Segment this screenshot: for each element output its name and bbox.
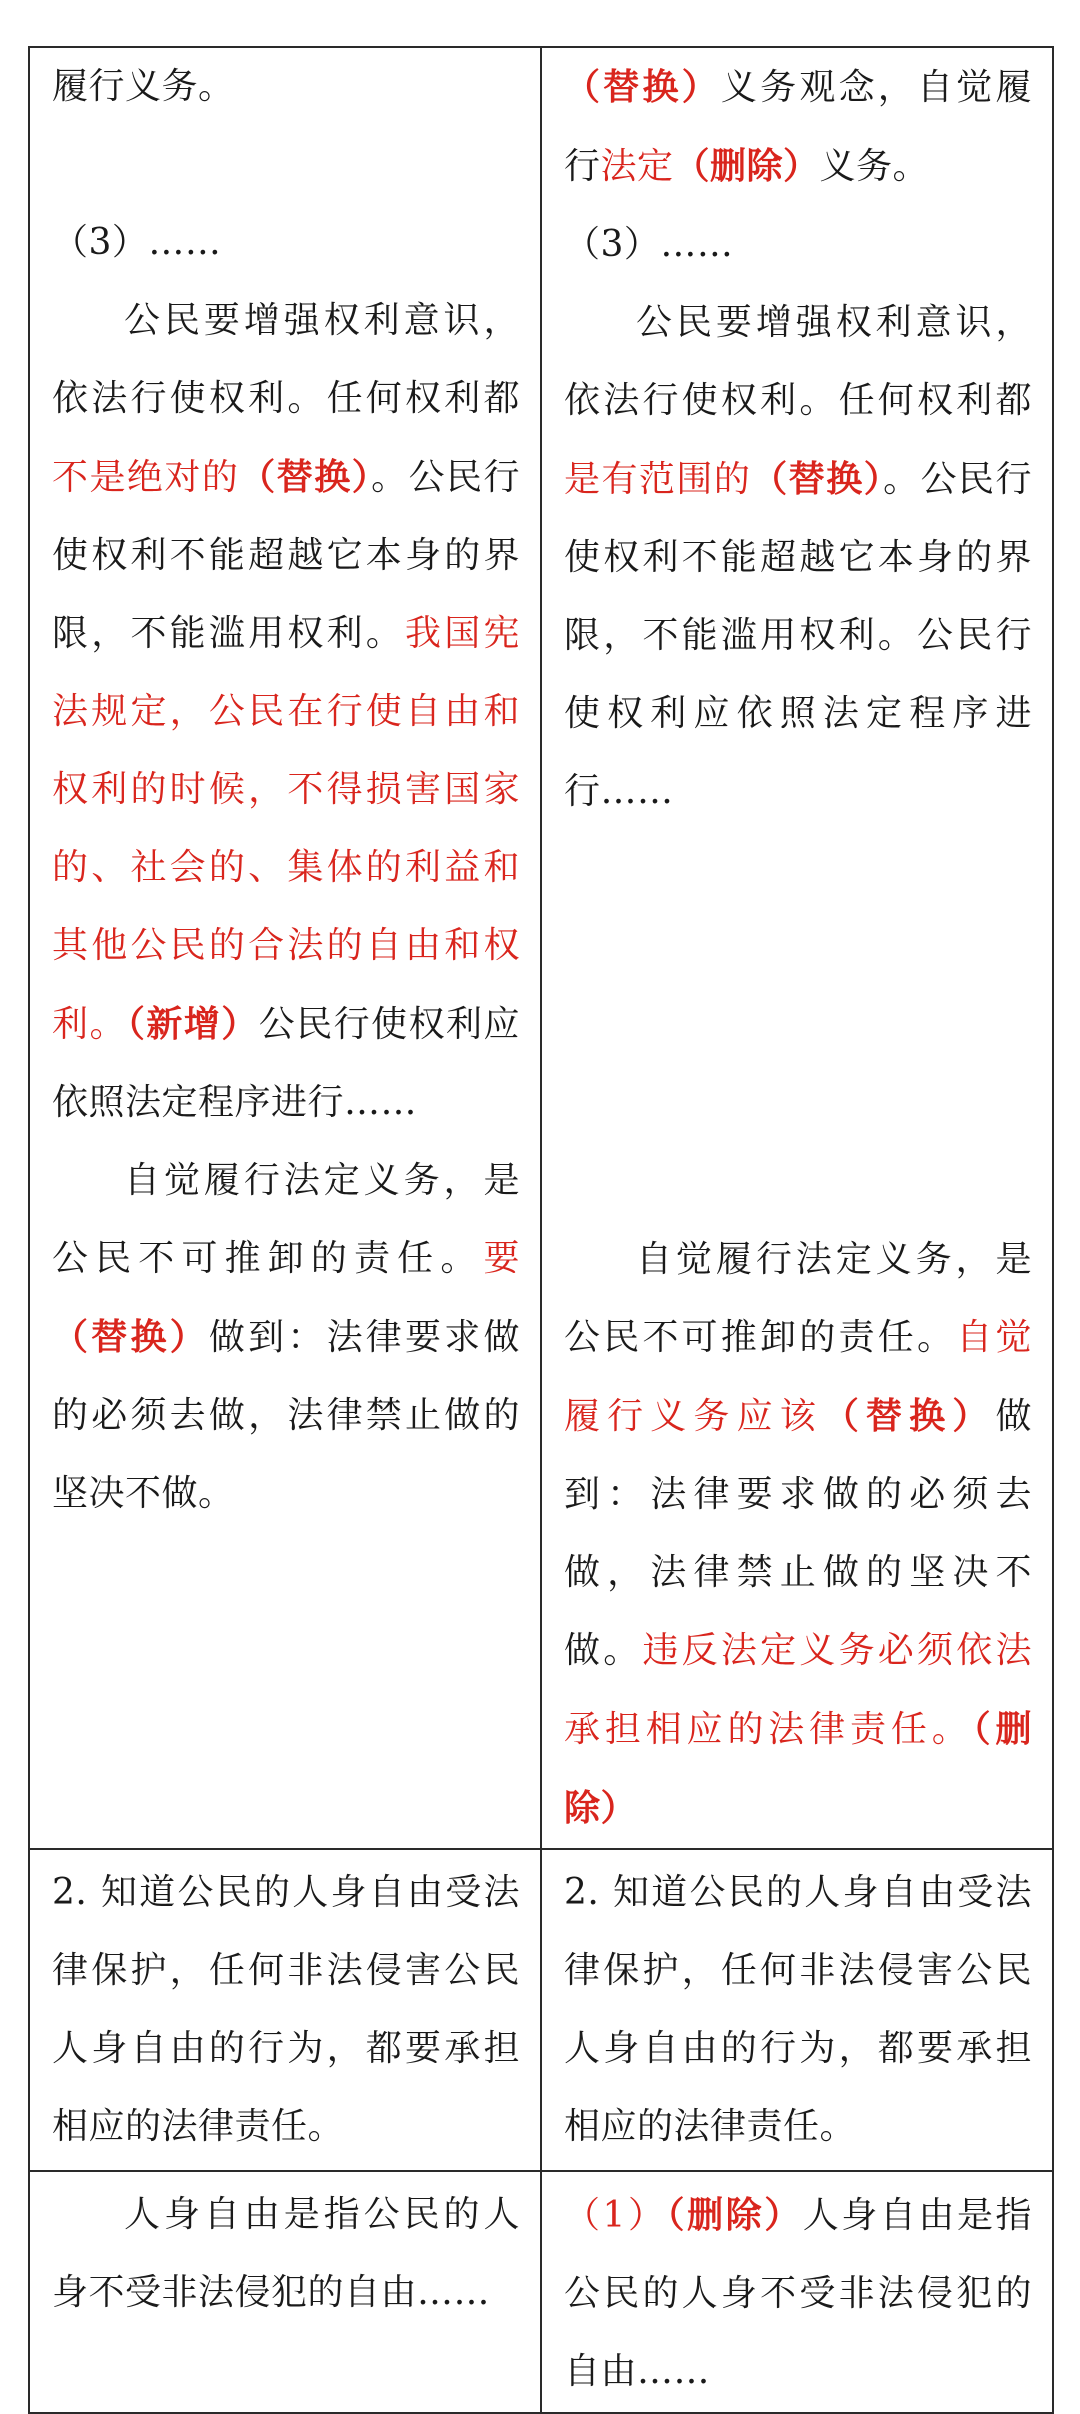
right-cell-personal-freedom-definition [541, 2171, 1053, 2413]
text-span: 公民要增强权利意识，依法行使权利。任何权利都 [564, 302, 1032, 421]
replace-tag: （替换） [822, 1395, 996, 1437]
table-row [29, 1849, 1053, 2171]
text-span: 自觉履行法定义务，是公民不可推卸的责任。 [564, 1239, 1032, 1358]
deleted-text: （1） [564, 2195, 667, 2236]
spacer [52, 126, 520, 204]
right-paragraph-2: （3）…… [564, 224, 734, 265]
left-cell-rights-duties [29, 47, 541, 1849]
added-tag: （新增） [126, 1003, 259, 1045]
right-cell-personal-freedom-objective [541, 1849, 1053, 2171]
deleted-text: 违反法定义务必须依法承担相应的法律责任。 [564, 1630, 1032, 1750]
replaced-text: 要 [483, 1238, 520, 1279]
text-span: 做到：法律要求做的必须去做，法律禁止做的坚决不做。 [564, 1396, 1032, 1671]
deleted-text: 法定 [600, 146, 674, 187]
delete-tag: （删除） [673, 145, 820, 187]
left-paragraph-1: 履行义务。 [52, 66, 235, 107]
replace-tag: （替换） [239, 456, 372, 498]
text-span: 人身自由是指公民的人身不受非法侵犯的自由…… [564, 2195, 1032, 2392]
right-paragraph-1 [564, 48, 1032, 206]
delete-tag: （删除） [666, 2194, 803, 2236]
text-span: 自觉履行法定义务，是公民不可推卸的责任。 [52, 1160, 520, 1279]
replaced-text: 是有范围的 [564, 459, 752, 500]
text-span: 义务。 [819, 146, 930, 187]
replaced-text: 不是绝对的 [52, 457, 240, 498]
text-span: 公民行使权利应依照法定程序进行…… [52, 1004, 520, 1123]
text-span: 。公民行使权利不能超越它本身的界限，不能滥用权利。 [52, 457, 520, 654]
added-text: 我国宪法规定，公民在行使自由和权利的时候，不得损害国家的、社会的、集体的利益和其他公民的合法的自由和权利。 [52, 613, 520, 1045]
right-paragraph-3 [564, 284, 1032, 831]
text-span: 义务观念，自觉履行 [564, 67, 1032, 187]
right-definition-text [564, 2176, 1032, 2411]
table-row [29, 47, 1053, 1849]
table-row [29, 2171, 1053, 2413]
replace-tag: （替换） [564, 66, 721, 108]
right-objective-text: 2. 知道公民的人身自由受法律保护，任何非法侵害公民人身自由的行为，都要承担相应的法律责任。 [564, 1872, 1032, 2147]
right-cell-rights-duties [541, 47, 1053, 1849]
text-span: 公民要增强权利意识，依法行使权利。任何权利都 [52, 300, 520, 419]
left-objective-text: 2. 知道公民的人身自由受法律保护，任何非法侵害公民人身自由的行为，都要承担相应的法律责任。 [52, 1872, 520, 2147]
comparison-table [28, 46, 1054, 2414]
text-span: 做到：法律要求做的必须去做，法律禁止做的坚决不做。 [52, 1317, 520, 1514]
left-paragraph-2: （3）…… [52, 222, 222, 263]
spacer [564, 831, 1032, 1221]
right-paragraph-4 [564, 1221, 1032, 1848]
left-definition-text: 人身自由是指公民的人身不受非法侵犯的自由…… [52, 2194, 520, 2313]
text-span: 。公民行使权利不能超越它本身的界限，不能滥用权利。公民行使权利应依照法定程序进行…… [564, 459, 1032, 812]
replaced-text: 自觉履行义务应该 [564, 1317, 1032, 1437]
replace-tag: （替换） [52, 1316, 209, 1358]
left-paragraph-4 [52, 1142, 520, 1533]
delete-tag: （删除） [564, 1708, 1032, 1829]
left-cell-personal-freedom-objective [29, 1849, 541, 2171]
left-paragraph-3 [52, 282, 520, 1142]
left-cell-personal-freedom-definition [29, 2171, 541, 2413]
replace-tag: （替换） [751, 458, 884, 500]
